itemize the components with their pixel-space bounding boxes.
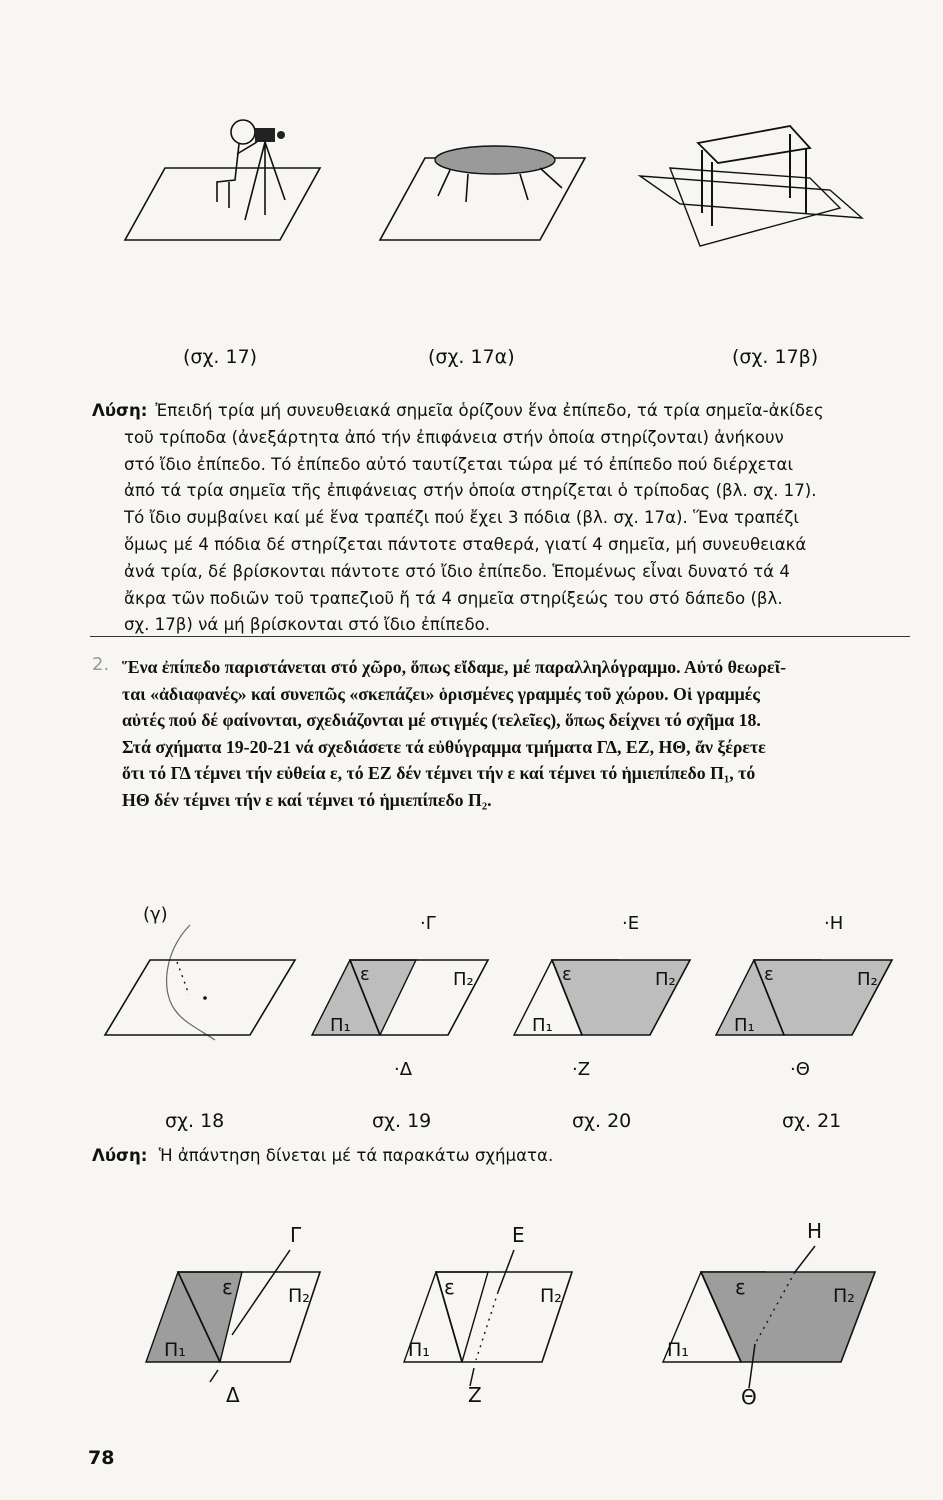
answer-c-p2-label: Π₂ <box>833 1285 855 1307</box>
caption-fig18: σχ. 18 <box>165 1110 225 1132</box>
figure-19-bottom-point: ·Δ <box>394 1059 413 1080</box>
solution-1-line: ἀνά τρία, δέ βρίσκονται πάντοτε στό ἴδιο ἐπίπεδο. Ἑπομένως εἶναι δυνατό τά 4 <box>124 561 790 581</box>
figure-20-e-label: ε <box>562 964 572 985</box>
answer-figure-ez <box>400 1210 580 1410</box>
answer-c-e-label: ε <box>735 1275 746 1299</box>
answer-figure-ht <box>655 1210 885 1410</box>
exercise-line: Στά σχήματα 19-20-21 νά σχεδιάσετε τά εὐθύγραμμα τμήματα ΓΔ, ΕΖ, ΗΘ, ἄν ξέρετε <box>122 736 766 757</box>
answer-c-p1-label: Π₁ <box>667 1339 689 1361</box>
page-number: 78 <box>88 1447 115 1469</box>
solution-1-line: Ἐπειδή τρία μή συνευθειακά σημεῖα ὁρίζουν ἕνα ἐπίπεδο, τά τρία σημεῖα-ἀκίδες <box>155 401 824 420</box>
figure-19-p2-label: Π₂ <box>453 969 474 990</box>
solution-1-label: Λύση: <box>92 401 148 420</box>
figure-21-top-point: ·Η <box>824 913 844 934</box>
answer-b-e-label: ε <box>444 1275 455 1299</box>
solution-2-text: Ἡ ἀπάντηση δίνεται μέ τά παρακάτω σχήματα. <box>158 1146 554 1165</box>
answer-a-top-label: Γ <box>290 1223 302 1247</box>
figure-21-p2-label: Π₂ <box>857 969 878 990</box>
answer-a-p1-label: Π₁ <box>164 1339 186 1361</box>
figure-20-bottom-point: ·Ζ <box>572 1059 591 1080</box>
figure-19 <box>308 905 493 1080</box>
caption-fig19: σχ. 19 <box>372 1110 432 1132</box>
solution-2 <box>92 1146 553 1165</box>
caption-fig17: (σχ. 17) <box>183 346 258 368</box>
figure-20 <box>510 905 695 1080</box>
caption-fig17a: (σχ. 17α) <box>428 346 515 368</box>
solution-1-line: ἀπό τά τρία σημεῖα τῆς ἐπιφάνειας στήν ὁποία στηρίζεται ὁ τρίποδας (βλ. σχ. 17). <box>124 481 817 501</box>
figure-19-top-point: ·Γ <box>420 913 436 934</box>
caption-fig21: σχ. 21 <box>782 1110 842 1132</box>
figure-17a-table <box>380 140 590 245</box>
figure-17-tripod <box>125 110 325 245</box>
solution-1-line: Τό ἴδιο συμβαίνει καί μέ ἕνα τραπέζι πού ἔχει 3 πόδια (βλ. σχ. 17α). Ἕνα τραπέζι <box>124 508 800 528</box>
answer-b-p1-label: Π₁ <box>408 1339 430 1361</box>
answer-c-bottom-label: Θ <box>741 1385 757 1409</box>
answer-a-e-label: ε <box>222 1275 233 1299</box>
solution-2-label: Λύση: <box>92 1146 148 1165</box>
exercise-2-text <box>122 654 910 814</box>
exercise-line: Ἕνα ἐπίπεδο παριστάνεται στό χῶρο, ὅπως εἴδαμε, μέ παραλληλόγραμμο. Αὐτό θεωρεῖ- <box>122 657 787 677</box>
figure-21-e-label: ε <box>764 964 774 985</box>
figure-20-p1-label: Π₁ <box>532 1015 553 1036</box>
figure-18 <box>105 900 300 1045</box>
exercise-number: 2. <box>92 654 110 675</box>
solution-1 <box>92 398 910 639</box>
exercise-line: ΗΘ δέν τέμνει τήν ε καί τέμνει τό ἡμιεπίπεδο Π₂. <box>122 789 492 810</box>
exercise-line: ται «ἀδιαφανές» καί συνεπῶς «σκεπάζει» ὁρισμένες γραμμές τοῦ χώρου. Οἱ γραμμές <box>122 683 760 704</box>
section-divider <box>90 636 910 637</box>
answer-b-top-label: Ε <box>512 1223 525 1247</box>
figure-20-top-point: ·Ε <box>622 913 640 934</box>
figure-17b-table-four-legs <box>640 118 865 248</box>
solution-1-line: στό ἴδιο ἐπίπεδο. Τό ἐπίπεδο αὐτό ταυτίζεται τώρα μέ τό ἐπίπεδο πού διέρχεται <box>124 454 794 474</box>
caption-fig20: σχ. 20 <box>572 1110 632 1132</box>
solution-1-line: σχ. 17β) νά μή βρίσκονται στό ἴδιο ἐπίπεδο. <box>124 615 491 635</box>
figure-21-bottom-point: ·Θ <box>790 1059 810 1080</box>
answer-figure-gd <box>140 1210 330 1410</box>
caption-fig17b: (σχ. 17β) <box>732 346 819 368</box>
solution-1-line: τοῦ τρίποδα (ἀνεξάρτητα ἀπό τήν ἐπιφάνεια στήν ὁποία στηρίζονται) ἀνήκουν <box>124 427 784 447</box>
figure-18-label: (γ) <box>143 904 168 925</box>
figure-21-p1-label: Π₁ <box>734 1015 755 1036</box>
answer-a-bottom-label: Δ <box>226 1383 240 1407</box>
figure-20-p2-label: Π₂ <box>655 969 676 990</box>
solution-1-line: ὅμως μέ 4 πόδια δέ στηρίζεται πάντοτε σταθερά, γιατί 4 σημεῖα, μή συνευθειακά <box>124 534 807 554</box>
solution-1-line: ἄκρα τῶν ποδιῶν τοῦ τραπεζιοῦ ἤ τά 4 σημεῖα στηρίξεώς του στό δάπεδο (βλ. <box>124 588 783 608</box>
answer-b-p2-label: Π₂ <box>540 1285 562 1307</box>
exercise-line: αὐτές πού δέ φαίνονται, σχεδιάζονται μέ στιγμές (τελεῖες), ὅπως δείχνει τό σχῆμα 18. <box>122 710 761 731</box>
figure-19-e-label: ε <box>360 964 370 985</box>
figure-19-p1-label: Π₁ <box>330 1015 351 1036</box>
answer-b-bottom-label: Ζ <box>468 1383 482 1407</box>
answer-c-top-label: Η <box>807 1219 823 1243</box>
exercise-line: ὅτι τό ΓΔ τέμνει τήν εὐθεία ε, τό ΕΖ δέν τέμνει τήν ε καί τέμνει τό ἡμιεπίπεδο Π₁, τό <box>122 763 756 784</box>
answer-a-p2-label: Π₂ <box>288 1285 310 1307</box>
figure-21 <box>712 905 897 1080</box>
